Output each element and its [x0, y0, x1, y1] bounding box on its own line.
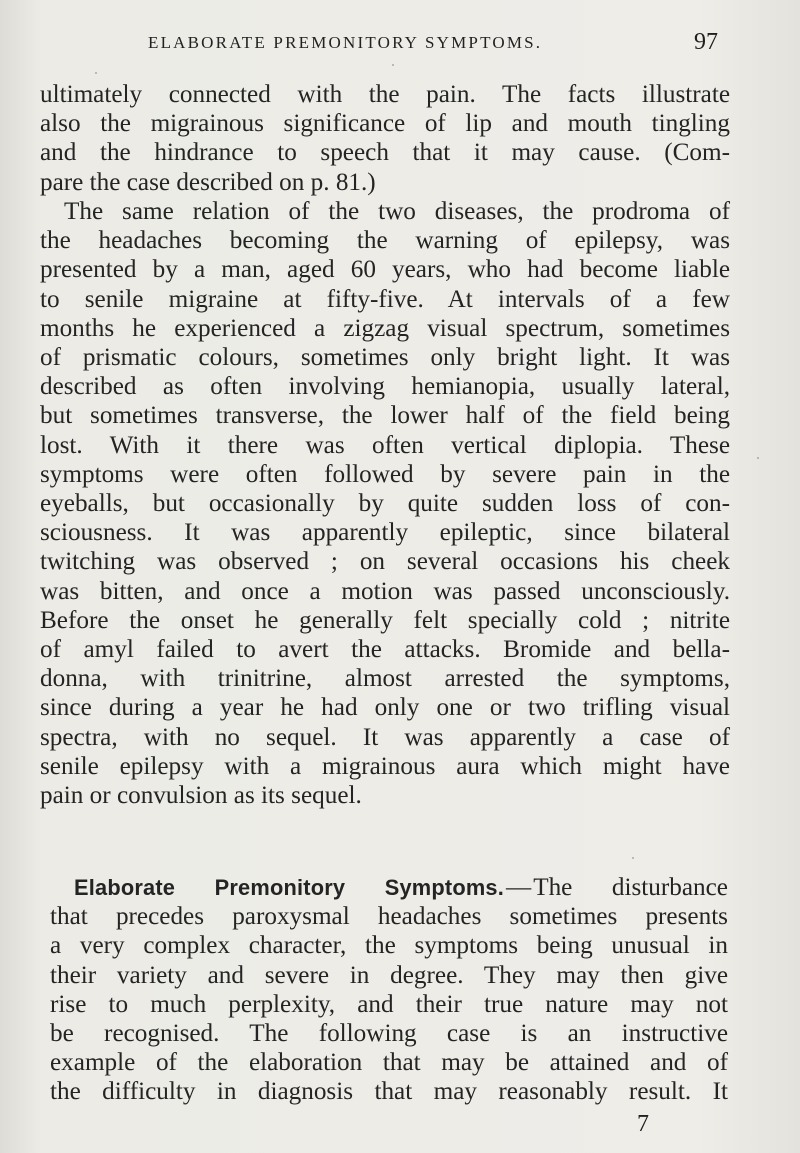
running-head: ELABORATE PREMONITORY SYMPTOMS.: [148, 33, 543, 52]
text-line: was bitten, and once a motion was passed unconsciously.: [40, 577, 730, 605]
text-line: senile epilepsy with a migrainous aura which might have: [40, 752, 730, 780]
paper-speck: [757, 457, 759, 459]
section-elaborate-premonitory-symptoms: [50, 873, 728, 1107]
paragraph-senile-migraine-case: [40, 197, 730, 810]
section-first-line: [50, 873, 728, 902]
text-line: the difficulty in diagnosis that may reasonably result. It: [50, 1078, 728, 1106]
text-line: since during a year he had only one or two trifling visual: [40, 694, 730, 722]
text-line: Before the onset he generally felt specially cold ; nitrite: [40, 606, 730, 634]
text-line: also the migrainous significance of lip and mouth tingling: [40, 110, 730, 138]
text-line: their variety and severe in degree. They may then give: [50, 961, 728, 989]
text-line: spectra, with no sequel. It was apparently a case of: [40, 723, 730, 751]
text-line: eyeballs, but occasionally by quite sudden loss of con-: [40, 490, 730, 518]
page-number: 97: [694, 29, 718, 55]
text-line: ultimately connected with the pain. The facts illustrate: [40, 81, 730, 108]
text-line: described as often involving hemianopia, usually lateral,: [40, 373, 730, 401]
paper-speck: [632, 857, 634, 859]
paper-speck: [392, 64, 394, 66]
text-line: sciousness. It was apparently epileptic, since bilateral: [40, 519, 730, 547]
page-header: [148, 29, 718, 57]
text-line: of prismatic colours, sometimes only bright light. It was: [40, 344, 730, 372]
text-line: example of the elaboration that may be attained and of: [50, 1049, 728, 1077]
text-line: rise to much perplexity, and their true nature may not: [50, 990, 728, 1018]
text-line: pain or convulsion as its sequel.: [40, 782, 362, 810]
text-line: to senile migraine at fifty-five. At intervals of a few: [40, 285, 730, 313]
text-line: but sometimes transverse, the lower half of the field being: [40, 402, 730, 430]
text-line: The same relation of the two diseases, the prodroma of: [64, 198, 730, 225]
paragraph-continuation: [40, 80, 730, 197]
text-line: be recognised. The following case is an instructive: [50, 1020, 728, 1048]
text-line: donna, with trinitrine, almost arrested the symptoms,: [40, 665, 730, 693]
text-line: lost. With it there was often vertical diplopia. These: [40, 431, 730, 459]
text-line: pare the case described on p. 81.): [40, 168, 376, 196]
signature-mark: 7: [637, 1111, 649, 1137]
text-line: presented by a man, aged 60 years, who had become liable: [40, 256, 730, 284]
text-line: that precedes paroxysmal headaches sometimes presents: [50, 903, 728, 931]
section-first-line-text: The disturbance: [533, 874, 728, 901]
text-line: a very complex character, the symptoms being unusual in: [50, 932, 728, 960]
text-line: symptoms were often followed by severe pain in the: [40, 460, 730, 488]
em-dash: —: [506, 874, 532, 901]
section-heading: Elaborate Premonitory Symptoms.: [74, 875, 504, 900]
text-line: and the hindrance to speech that it may cause. (Com-: [40, 139, 730, 167]
text-line: the headaches becoming the warning of epilepsy, was: [40, 227, 730, 255]
text-line: of amyl failed to avert the attacks. Bromide and bella-: [40, 636, 730, 664]
text-line: months he experienced a zigzag visual spectrum, sometimes: [40, 314, 730, 342]
paper-speck: [95, 72, 97, 74]
text-line: twitching was observed ; on several occasions his cheek: [40, 548, 730, 576]
